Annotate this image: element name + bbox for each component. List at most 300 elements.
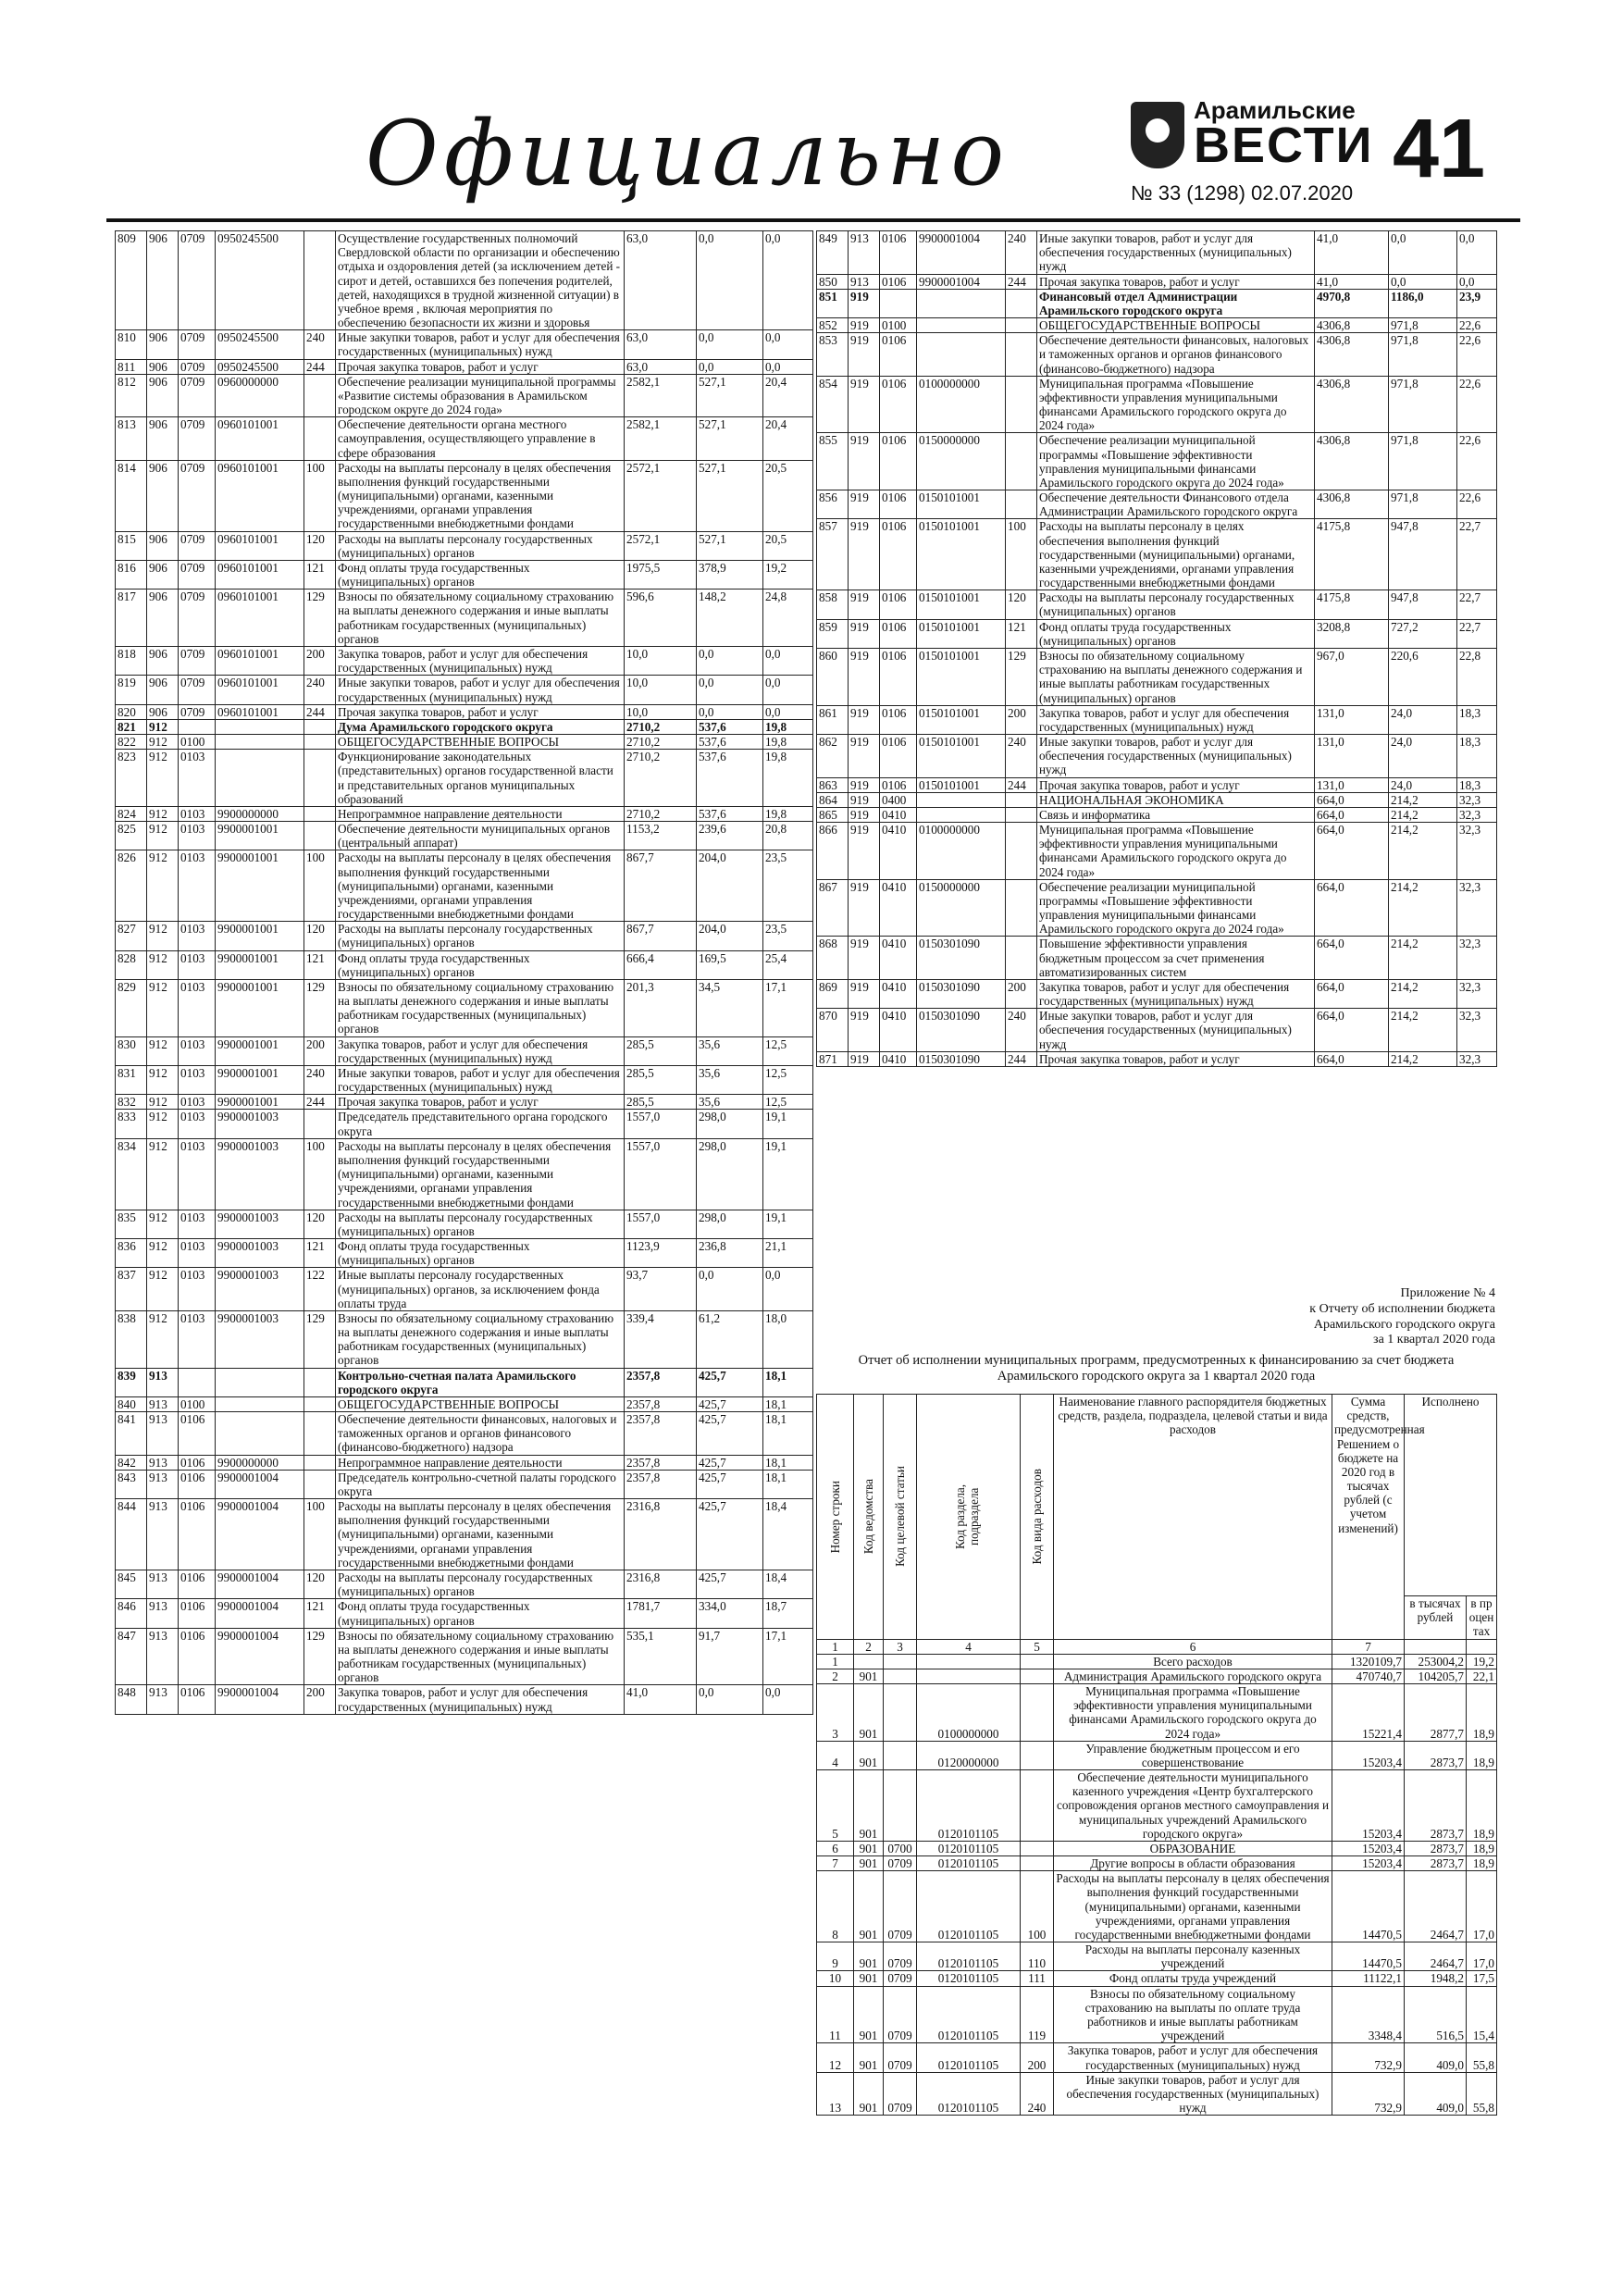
- percent: 0,0: [763, 704, 813, 719]
- percent: 19,8: [763, 806, 813, 821]
- expense-code: 244: [304, 1095, 336, 1110]
- target-code: 0100000000: [917, 823, 1006, 880]
- executed-amount: 0,0: [697, 359, 763, 374]
- appendix-line: Приложение № 4: [1400, 1286, 1495, 1300]
- table-row: [116, 1268, 813, 1311]
- item-name: Закупка товаров, работ и услуг для обеспечения государственных (муниципальных) нужд: [336, 646, 625, 675]
- row-number: 834: [116, 1138, 147, 1210]
- row-number: 839: [116, 1368, 147, 1396]
- planned-amount: 41,0: [1315, 231, 1389, 275]
- planned-amount: 15203,4: [1332, 1841, 1405, 1855]
- item-name: Расходы на выплаты персоналу в целях обеспечения выполнения функций государственными (муниципальными) органами, казенными учреждениями, органами управления государственными внебюджетными фондами: [336, 1138, 625, 1210]
- percent: 55,8: [1467, 2043, 1497, 2072]
- table-row: [116, 676, 813, 704]
- section-code: [884, 1741, 917, 1769]
- section-code: 0709: [884, 1971, 917, 1986]
- executed-amount: 24,0: [1389, 777, 1457, 792]
- executed-amount: 537,6: [697, 806, 763, 821]
- executed-amount: 0,0: [697, 330, 763, 359]
- executed-amount: 527,1: [697, 460, 763, 531]
- section-code: 0103: [179, 750, 216, 807]
- dept-code: 901: [854, 2043, 884, 2072]
- row-number: 832: [116, 1095, 147, 1110]
- row-number: 827: [116, 922, 147, 950]
- dept-code: 901: [854, 1971, 884, 1986]
- dept-code: 913: [849, 274, 880, 289]
- planned-amount: 2710,2: [625, 735, 697, 750]
- executed-amount: 947,8: [1389, 519, 1457, 590]
- row-number: 3: [817, 1684, 854, 1742]
- planned-amount: 3208,8: [1315, 619, 1389, 648]
- section-code: 0106: [880, 735, 917, 778]
- planned-amount: 131,0: [1315, 735, 1389, 778]
- executed-amount: 947,8: [1389, 590, 1457, 619]
- planned-amount: 2357,8: [625, 1412, 697, 1456]
- item-name: Муниципальная программа «Повышение эффективности управления муниципальными финансами Арамильского городского округа до 2024 года»: [1054, 1684, 1332, 1742]
- row-number: 844: [116, 1499, 147, 1570]
- item-name: Финансовый отдел Администрации Арамильского городского округа: [1037, 289, 1315, 317]
- dept-code: 919: [849, 879, 880, 937]
- dept-code: 913: [849, 231, 880, 275]
- section-code: 0103: [179, 1210, 216, 1238]
- planned-amount: 10,0: [625, 646, 697, 675]
- item-name: Прочая закупка товаров, работ и услуг: [336, 704, 625, 719]
- expense-code: [1006, 792, 1037, 807]
- executed-amount: 2464,7: [1405, 1942, 1467, 1971]
- section-code: 0106: [880, 433, 917, 490]
- executed-amount: 34,5: [697, 979, 763, 1036]
- planned-amount: 867,7: [625, 922, 697, 950]
- percent: 0,0: [1457, 231, 1497, 275]
- dept-code: 919: [849, 807, 880, 822]
- planned-amount: 664,0: [1315, 807, 1389, 822]
- dept-code: 919: [849, 705, 880, 734]
- expense-code: 240: [304, 1065, 336, 1094]
- expense-code: [304, 1110, 336, 1138]
- planned-amount: 2316,8: [625, 1499, 697, 1570]
- item-name: Председатель контрольно-счетной палаты городского округа: [336, 1470, 625, 1498]
- dept-code: 901: [854, 1669, 884, 1683]
- executed-amount: 236,8: [697, 1239, 763, 1268]
- percent: 18,9: [1467, 1841, 1497, 1855]
- dept-code: 912: [147, 979, 179, 1036]
- expense-code: 200: [304, 1685, 336, 1714]
- table-row: [817, 590, 1497, 619]
- table-row: [817, 648, 1497, 705]
- item-name: Повышение эффективности управления бюджетным процессом за счет применения автоматизированных систем: [1037, 937, 1315, 980]
- row-number: 849: [817, 231, 849, 275]
- section-code: 0106: [179, 1599, 216, 1628]
- expense-code: 200: [1006, 705, 1037, 734]
- planned-amount: 1557,0: [625, 1110, 697, 1138]
- dept-code: 913: [147, 1628, 179, 1685]
- section-code: 0103: [179, 806, 216, 821]
- budget-table-left: [115, 230, 813, 1715]
- executed-amount: 214,2: [1389, 937, 1457, 980]
- row-number: 861: [817, 705, 849, 734]
- percent: 18,9: [1467, 1856, 1497, 1871]
- target-code: 0950245500: [216, 330, 304, 359]
- item-name: Взносы по обязательному социальному страхованию на выплаты денежного содержания и иные выплаты работникам государственных (муниципальных) органов: [336, 1628, 625, 1685]
- percent: 23,5: [763, 922, 813, 950]
- row-number: 816: [116, 560, 147, 589]
- percent: 32,3: [1457, 979, 1497, 1008]
- dept-code: 906: [147, 531, 179, 560]
- table-row: [817, 879, 1497, 937]
- section-code: 0709: [179, 460, 216, 531]
- row-number: 825: [116, 822, 147, 850]
- planned-amount: 2582,1: [625, 374, 697, 417]
- percent: 0,0: [763, 1268, 813, 1311]
- row-number: 810: [116, 330, 147, 359]
- expense-code: 121: [304, 1599, 336, 1628]
- dept-code: 912: [147, 1210, 179, 1238]
- target-code: 9900000000: [216, 1455, 304, 1470]
- percent: 0,0: [1457, 274, 1497, 289]
- item-name: Муниципальная программа «Повышение эффективности управления муниципальными финансами Арамильского городского округа до 2024 года»: [1037, 823, 1315, 880]
- target-code: 0120101105: [917, 1871, 1021, 1942]
- executed-amount: 409,0: [1405, 2043, 1467, 2072]
- target-code: 9900001004: [917, 231, 1006, 275]
- target-code: 0960101001: [216, 560, 304, 589]
- executed-amount: 971,8: [1389, 333, 1457, 377]
- dept-code: 912: [147, 950, 179, 979]
- executed-amount: 148,2: [697, 590, 763, 647]
- target-code: [917, 807, 1006, 822]
- planned-amount: 63,0: [625, 330, 697, 359]
- expense-code: 129: [304, 979, 336, 1036]
- table-row: [116, 560, 813, 589]
- executed-amount: 0,0: [697, 1268, 763, 1311]
- table-row: [116, 1470, 813, 1498]
- expense-code: [1021, 1669, 1054, 1683]
- target-code: [917, 318, 1006, 333]
- expense-code: [304, 374, 336, 417]
- table-row: [116, 1499, 813, 1570]
- coat-of-arms-icon: [1131, 102, 1184, 168]
- percent: 19,2: [1467, 1654, 1497, 1669]
- section-code: [880, 289, 917, 317]
- table-row: [116, 1396, 813, 1411]
- table-row: [817, 777, 1497, 792]
- expense-code: [1006, 879, 1037, 937]
- executed-amount: 204,0: [697, 922, 763, 950]
- table-row: [817, 376, 1497, 433]
- target-code: 0100000000: [917, 1684, 1021, 1742]
- planned-amount: 285,5: [625, 1095, 697, 1110]
- planned-amount: 4306,8: [1315, 433, 1389, 490]
- expense-code: [304, 719, 336, 734]
- executed-amount: 214,2: [1389, 807, 1457, 822]
- percent: 0,0: [763, 359, 813, 374]
- target-code: 0960000000: [216, 374, 304, 417]
- executed-amount: 35,6: [697, 1065, 763, 1094]
- target-code: 0960101001: [216, 531, 304, 560]
- planned-amount: 1123,9: [625, 1239, 697, 1268]
- table-row: [116, 1570, 813, 1598]
- section-code: 0106: [880, 619, 917, 648]
- percent: 32,3: [1457, 1009, 1497, 1052]
- executed-amount: 971,8: [1389, 490, 1457, 519]
- target-code: 0960101001: [216, 590, 304, 647]
- planned-amount: 285,5: [625, 1065, 697, 1094]
- table-row: [817, 1856, 1497, 1871]
- item-name: Расходы на выплаты персоналу в целях обеспечения выполнения функций государственными (муниципальными) органами, казенными учреждениями, органами управления государственными внебюджетными фондами: [336, 1499, 625, 1570]
- row-number: 853: [817, 333, 849, 377]
- row-number: 863: [817, 777, 849, 792]
- section-code: 0106: [880, 648, 917, 705]
- section-code: [884, 1770, 917, 1842]
- table-row: [817, 937, 1497, 980]
- section-code: 0709: [884, 2043, 917, 2072]
- executed-amount: 298,0: [697, 1138, 763, 1210]
- row-number: 824: [116, 806, 147, 821]
- expense-code: 200: [304, 646, 336, 675]
- planned-amount: 2357,8: [625, 1396, 697, 1411]
- target-code: 0120101105: [917, 1942, 1021, 1971]
- executed-amount: 220,6: [1389, 648, 1457, 705]
- dept-code: 901: [854, 1684, 884, 1742]
- percent: 22,1: [1467, 1669, 1497, 1683]
- table-row: [817, 735, 1497, 778]
- executed-amount: 0,0: [697, 231, 763, 330]
- section-code: 0106: [880, 519, 917, 590]
- dept-code: 919: [849, 648, 880, 705]
- table-row: [817, 231, 1497, 275]
- target-code: 0150101001: [917, 705, 1006, 734]
- row-number: 813: [116, 417, 147, 461]
- target-code: 0120101105: [917, 1856, 1021, 1871]
- planned-amount: 2710,2: [625, 806, 697, 821]
- dept-code: 901: [854, 1942, 884, 1971]
- percent: 18,3: [1457, 735, 1497, 778]
- percent: 18,0: [763, 1310, 813, 1368]
- row-number: 10: [817, 1971, 854, 1986]
- executed-amount: 298,0: [697, 1210, 763, 1238]
- section-code: 0106: [880, 231, 917, 275]
- item-name: Обеспечение деятельности муниципальных органов (центральный аппарат): [336, 822, 625, 850]
- item-name: Взносы по обязательному социальному страхованию на выплаты денежного содержания и иные выплаты работникам государственных (муниципальных) органов: [336, 590, 625, 647]
- item-name: Обеспечение деятельности финансовых, налоговых и таможенных органов и органов финансового (финансово-бюджетного) надзора: [1037, 333, 1315, 377]
- table-row: [817, 289, 1497, 317]
- percent: 25,4: [763, 950, 813, 979]
- item-name: Иные закупки товаров, работ и услуг для обеспечения государственных (муниципальных) нужд: [336, 676, 625, 704]
- dept-code: 906: [147, 560, 179, 589]
- planned-amount: 867,7: [625, 850, 697, 922]
- item-name: Закупка товаров, работ и услуг для обеспечения государственных (муниципальных) нужд: [1037, 979, 1315, 1008]
- row-number: 836: [116, 1239, 147, 1268]
- section-code: [179, 719, 216, 734]
- expense-code: [1006, 289, 1037, 317]
- row-number: 4: [817, 1741, 854, 1769]
- executed-amount: 0,0: [1389, 274, 1457, 289]
- table-row: [116, 922, 813, 950]
- dept-code: 906: [147, 590, 179, 647]
- executed-amount: 971,8: [1389, 318, 1457, 333]
- row-number: 820: [116, 704, 147, 719]
- section-code: 0106: [179, 1412, 216, 1456]
- row-number: 811: [116, 359, 147, 374]
- expense-code: [1006, 333, 1037, 377]
- target-code: 9900001003: [216, 1138, 304, 1210]
- executed-amount: 24,0: [1389, 705, 1457, 734]
- row-number: 837: [116, 1268, 147, 1311]
- target-code: 0150000000: [917, 433, 1006, 490]
- executed-amount: 0,0: [697, 704, 763, 719]
- executed-amount: 527,1: [697, 531, 763, 560]
- percent: 22,7: [1457, 519, 1497, 590]
- target-code: 0120000000: [917, 1741, 1021, 1769]
- planned-amount: 732,9: [1332, 2043, 1405, 2072]
- expense-code: [1006, 807, 1037, 822]
- percent: 12,5: [763, 1065, 813, 1094]
- row-number: 851: [817, 289, 849, 317]
- expense-code: 122: [304, 1268, 336, 1311]
- item-name: Закупка товаров, работ и услуг для обеспечения государственных (муниципальных) нужд: [336, 1685, 625, 1714]
- item-name: Обеспечение деятельности Финансового отдела Администрации Арамильского городского округа: [1037, 490, 1315, 519]
- planned-amount: 664,0: [1315, 792, 1389, 807]
- section-code: 0106: [880, 590, 917, 619]
- section-code: 0709: [179, 231, 216, 330]
- dept-code: 919: [849, 792, 880, 807]
- executed-amount: 425,7: [697, 1412, 763, 1456]
- percent: 12,5: [763, 1036, 813, 1065]
- target-code: 0150301090: [917, 1051, 1006, 1066]
- row-number: 865: [817, 807, 849, 822]
- percent: 20,4: [763, 417, 813, 461]
- row-number: 826: [116, 850, 147, 922]
- target-code: [216, 719, 304, 734]
- percent: 19,8: [763, 719, 813, 734]
- planned-amount: 15221,4: [1332, 1684, 1405, 1742]
- table-row: [817, 1871, 1497, 1942]
- executed-amount: 214,2: [1389, 1051, 1457, 1066]
- row-number: 12: [817, 2043, 854, 2072]
- executed-amount: 169,5: [697, 950, 763, 979]
- percent: 0,0: [763, 1685, 813, 1714]
- item-name: Администрация Арамильского городского округа: [1054, 1669, 1332, 1683]
- table-row: [116, 1310, 813, 1368]
- target-code: 9900001004: [216, 1599, 304, 1628]
- percent: 17,1: [763, 1628, 813, 1685]
- planned-amount: 10,0: [625, 676, 697, 704]
- report-header-row: [817, 1395, 1497, 1596]
- section-code: 0709: [179, 704, 216, 719]
- target-code: 0150301090: [917, 979, 1006, 1008]
- executed-amount: 537,6: [697, 750, 763, 807]
- table-row: [116, 1368, 813, 1396]
- table-row: [116, 330, 813, 359]
- section-code: 0709: [179, 646, 216, 675]
- expense-code: 129: [304, 1310, 336, 1368]
- col-number: 5: [1021, 1639, 1054, 1654]
- target-code: [917, 289, 1006, 317]
- dept-code: 912: [147, 1310, 179, 1368]
- target-code: 9900001001: [216, 850, 304, 922]
- target-code: 9900001001: [216, 1065, 304, 1094]
- expense-code: [1006, 376, 1037, 433]
- expense-code: 100: [304, 460, 336, 531]
- planned-amount: 41,0: [625, 1685, 697, 1714]
- row-number: 8: [817, 1871, 854, 1942]
- table-row: [817, 433, 1497, 490]
- dept-code: 919: [849, 318, 880, 333]
- percent: 18,9: [1467, 1684, 1497, 1742]
- dept-code: 919: [849, 333, 880, 377]
- table-row: [116, 590, 813, 647]
- expense-code: [1021, 1770, 1054, 1842]
- expense-code: 100: [304, 850, 336, 922]
- item-name: Прочая закупка товаров, работ и услуг: [336, 1095, 625, 1110]
- appendix-line: Арамильского городского округа: [1313, 1317, 1495, 1332]
- executed-amount: 537,6: [697, 735, 763, 750]
- dept-code: 913: [147, 1412, 179, 1456]
- planned-amount: 41,0: [1315, 274, 1389, 289]
- row-number: 6: [817, 1841, 854, 1855]
- item-name: Всего расходов: [1054, 1654, 1332, 1669]
- target-code: 9900001003: [216, 1310, 304, 1368]
- executed-amount: 204,0: [697, 850, 763, 922]
- item-name: Председатель представительного органа городского округа: [336, 1110, 625, 1138]
- col-sum-header: Сумма средств, предусмотренная Решением о бюджете на 2020 год в тысячах рублей (с учетом изменений): [1332, 1395, 1405, 1640]
- dept-code: 919: [849, 519, 880, 590]
- executed-amount: 425,7: [697, 1570, 763, 1598]
- dept-code: 913: [147, 1455, 179, 1470]
- expense-code: 119: [1021, 1986, 1054, 2043]
- dept-code: 919: [849, 376, 880, 433]
- executed-amount: 527,1: [697, 417, 763, 461]
- expense-code: [304, 417, 336, 461]
- dept-code: 906: [147, 646, 179, 675]
- row-number: 831: [116, 1065, 147, 1094]
- item-name: Прочая закупка товаров, работ и услуг: [1037, 777, 1315, 792]
- dept-code: 912: [147, 1036, 179, 1065]
- row-number: 840: [116, 1396, 147, 1411]
- table-row: [817, 1770, 1497, 1842]
- executed-amount: 1186,0: [1389, 289, 1457, 317]
- col-name-header: Наименование главного распорядителя бюджетных средств, раздела, подраздела, целевой статьи и вида расходов: [1054, 1395, 1332, 1640]
- expense-code: [304, 1396, 336, 1411]
- target-code: 0150301090: [917, 937, 1006, 980]
- percent: 18,3: [1457, 777, 1497, 792]
- table-row: [817, 792, 1497, 807]
- table-row: [116, 1239, 813, 1268]
- table-row: [817, 979, 1497, 1008]
- section-code: 0709: [179, 359, 216, 374]
- item-name: Расходы на выплаты персоналу в целях обеспечения выполнения функций государственными (муниципальными) органами, казенными учреждениями, органами управления государственными внебюджетными фондами: [1054, 1871, 1332, 1942]
- item-name: Расходы на выплаты персоналу государственных (муниципальных) органов: [336, 922, 625, 950]
- table-row: [116, 1412, 813, 1456]
- executed-amount: 516,5: [1405, 1986, 1467, 2043]
- table-row: [817, 519, 1497, 590]
- logo-name-bottom: ВЕСТИ: [1194, 118, 1374, 173]
- percent: 22,6: [1457, 333, 1497, 377]
- section-code: 0106: [880, 777, 917, 792]
- dept-code: 901: [854, 2072, 884, 2116]
- percent: 19,8: [763, 750, 813, 807]
- dept-code: 906: [147, 417, 179, 461]
- col-number: 1: [817, 1639, 854, 1654]
- col-number: 3: [884, 1639, 917, 1654]
- dept-code: 912: [147, 735, 179, 750]
- table-row: [116, 1138, 813, 1210]
- expense-code: [1021, 1841, 1054, 1855]
- planned-amount: 11122,1: [1332, 1971, 1405, 1986]
- table-row: [817, 2043, 1497, 2072]
- planned-amount: 15203,4: [1332, 1856, 1405, 1871]
- item-name: Иные закупки товаров, работ и услуг для обеспечения государственных (муниципальных) нужд: [1037, 1009, 1315, 1052]
- expense-code: 244: [1006, 274, 1037, 289]
